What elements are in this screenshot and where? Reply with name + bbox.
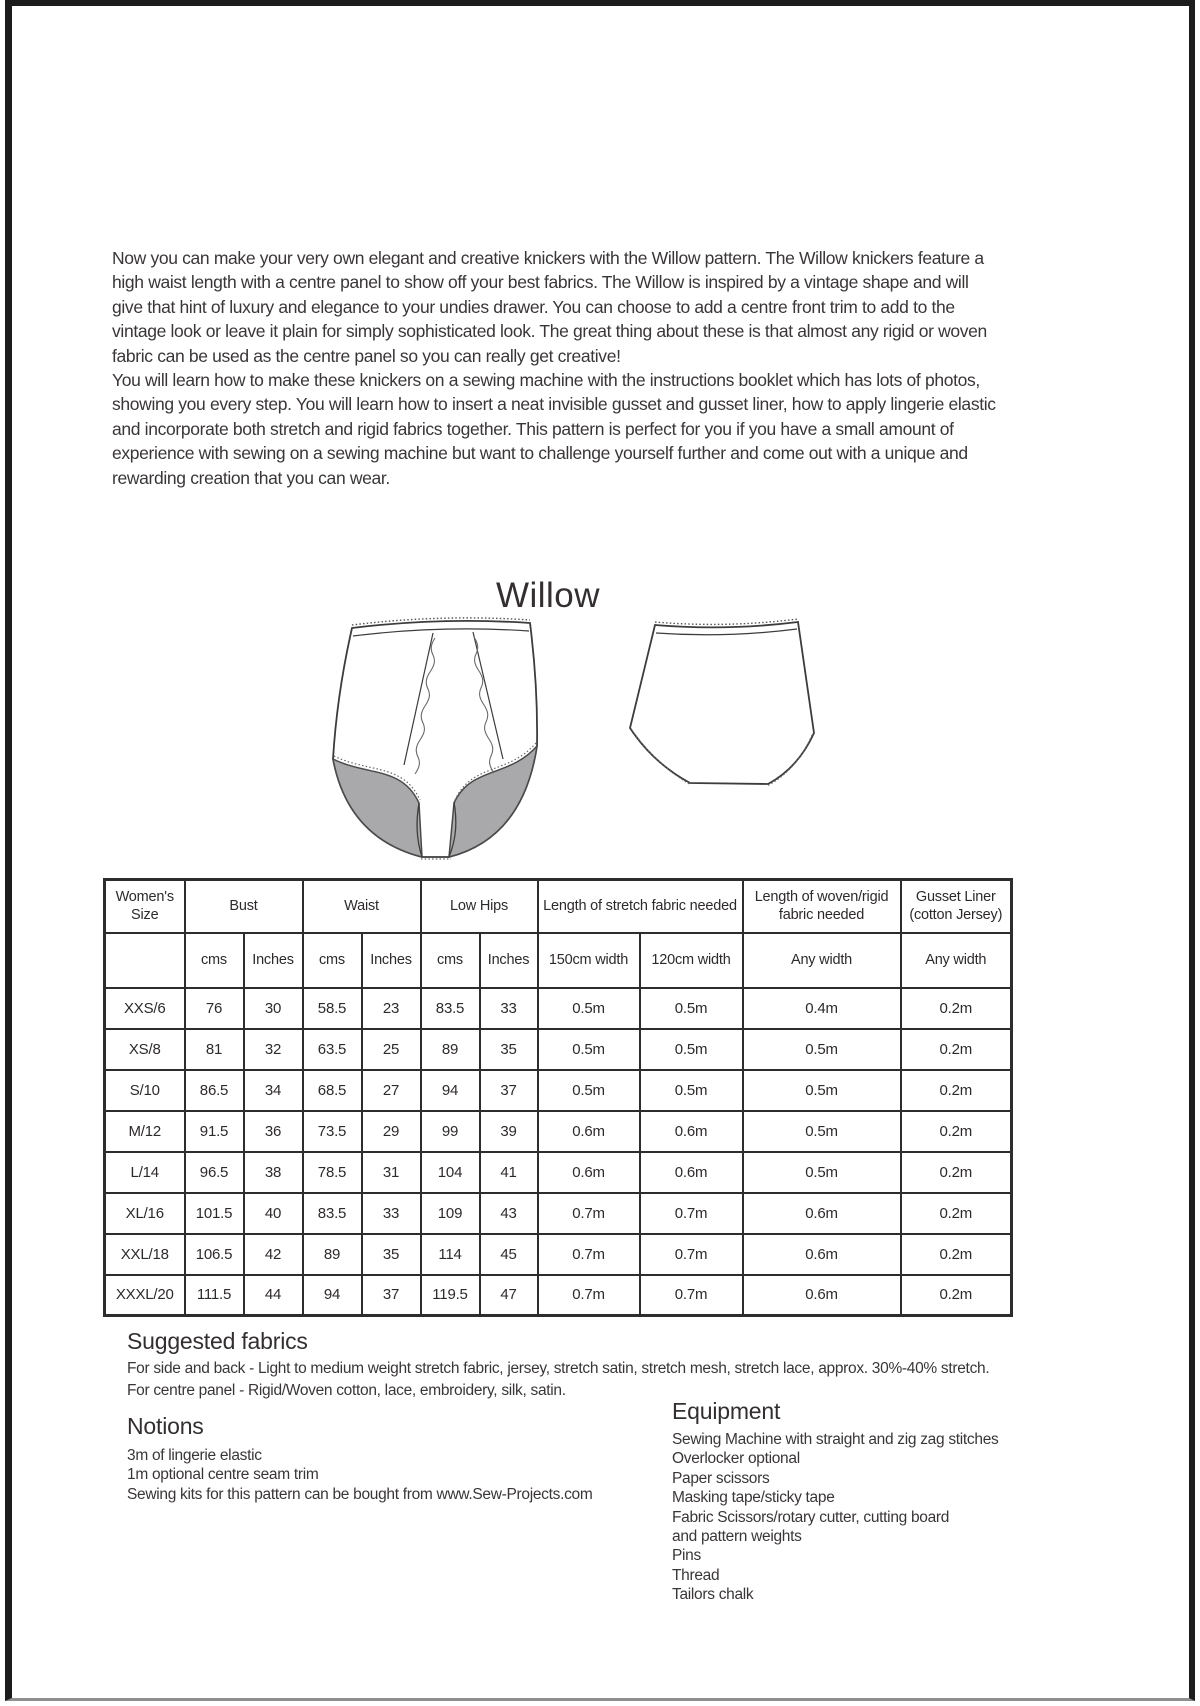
knickers-back-drawing-icon (618, 563, 818, 795)
back-outline (630, 622, 814, 784)
value-cell: 38 (244, 1152, 303, 1193)
notions-list (127, 1446, 647, 1504)
value-cell: 0.6m (538, 1152, 640, 1193)
equipment-heading: Equipment (672, 1398, 781, 1424)
value-cell: 99 (421, 1111, 480, 1152)
size-cell: S/10 (105, 1070, 185, 1111)
size-cell: M/12 (105, 1111, 185, 1152)
value-cell: 0.2m (901, 1234, 1012, 1275)
text-line: and pattern weights (672, 1528, 802, 1546)
text-line: For side and back - Light to medium weight stretch fabric, jersey, stretch satin, stretch mesh, stretch lace, approx. 30%-40% stretch. (127, 1360, 990, 1377)
value-cell: 96.5 (185, 1152, 244, 1193)
text-line: Tailors chalk (672, 1586, 754, 1604)
size-cell: XXXL/20 (105, 1275, 185, 1316)
value-cell: 89 (421, 1029, 480, 1070)
value-cell: 23 (362, 988, 421, 1029)
value-cell: 86.5 (185, 1070, 244, 1111)
text-line: 1m optional centre seam trim (127, 1466, 319, 1484)
value-cell: 31 (362, 1152, 421, 1193)
table-row (105, 1029, 1012, 1070)
size-table (103, 878, 1013, 1317)
value-cell: 0.6m (743, 1193, 901, 1234)
table-row (105, 1070, 1012, 1111)
value-cell: 83.5 (421, 988, 480, 1029)
subcol-waist-inches: Inches (362, 933, 421, 988)
value-cell: 42 (244, 1234, 303, 1275)
value-cell: 81 (185, 1029, 244, 1070)
value-cell: 0.5m (538, 1070, 640, 1111)
value-cell: 44 (244, 1275, 303, 1316)
text-line: Fabric Scissors/rotary cutter, cutting board (672, 1508, 950, 1526)
size-table-body (105, 988, 1012, 1316)
subcol-woven-any-width: Any width (743, 933, 901, 988)
value-cell: 109 (421, 1193, 480, 1234)
table-row (105, 1193, 1012, 1234)
value-cell: 58.5 (303, 988, 362, 1029)
text-line: Pins (672, 1547, 701, 1565)
value-cell: 45 (480, 1234, 538, 1275)
size-cell: L/14 (105, 1152, 185, 1193)
value-cell: 43 (480, 1193, 538, 1234)
value-cell: 0.5m (538, 1029, 640, 1070)
value-cell: 94 (303, 1275, 362, 1316)
equipment-list (672, 1430, 1092, 1605)
value-cell: 0.7m (640, 1275, 743, 1316)
table-row (105, 1275, 1012, 1316)
subcol-hips-cms: cms (421, 933, 480, 988)
value-cell: 78.5 (303, 1152, 362, 1193)
col-gusset-liner: Gusset Liner (cotton Jersey) (901, 880, 1012, 933)
table-row (105, 1234, 1012, 1275)
value-cell: 0.5m (743, 1152, 901, 1193)
value-cell: 0.2m (901, 1152, 1012, 1193)
subcol-150cm: 150cm width (538, 933, 640, 988)
value-cell: 0.7m (640, 1234, 743, 1275)
subcol-gusset-any-width: Any width (901, 933, 1012, 988)
value-cell: 101.5 (185, 1193, 244, 1234)
col-low-hips: Low Hips (421, 880, 538, 933)
value-cell: 68.5 (303, 1070, 362, 1111)
value-cell: 0.5m (640, 1070, 743, 1111)
value-cell: 119.5 (421, 1275, 480, 1316)
value-cell: 104 (421, 1152, 480, 1193)
suggested-fabrics-heading: Suggested fabrics (127, 1328, 308, 1354)
value-cell: 0.5m (640, 988, 743, 1029)
value-cell: 63.5 (303, 1029, 362, 1070)
col-bust: Bust (185, 880, 303, 933)
value-cell: 0.2m (901, 1029, 1012, 1070)
value-cell: 89 (303, 1234, 362, 1275)
value-cell: 83.5 (303, 1193, 362, 1234)
notions-heading: Notions (127, 1413, 204, 1439)
value-cell: 37 (362, 1275, 421, 1316)
table-row (105, 1152, 1012, 1193)
value-cell: 111.5 (185, 1275, 244, 1316)
value-cell: 0.5m (743, 1029, 901, 1070)
size-cell: XXL/18 (105, 1234, 185, 1275)
table-row (105, 1111, 1012, 1152)
value-cell: 94 (421, 1070, 480, 1111)
value-cell: 0.6m (640, 1111, 743, 1152)
value-cell: 0.6m (538, 1111, 640, 1152)
value-cell: 39 (480, 1111, 538, 1152)
value-cell: 76 (185, 988, 244, 1029)
col-stretch-fabric: Length of stretch fabric needed (538, 880, 743, 933)
value-cell: 47 (480, 1275, 538, 1316)
value-cell: 33 (362, 1193, 421, 1234)
value-cell: 0.5m (743, 1111, 901, 1152)
value-cell: 25 (362, 1029, 421, 1070)
text-line: Paper scissors (672, 1469, 770, 1487)
subcol-bust-inches: Inches (244, 933, 303, 988)
value-cell: 35 (480, 1029, 538, 1070)
size-cell: XS/8 (105, 1029, 185, 1070)
suggested-fabrics-list (127, 1358, 1027, 1401)
intro-text (112, 246, 1000, 490)
col-womens-size: Women's Size (105, 880, 185, 933)
value-cell: 0.6m (640, 1152, 743, 1193)
subcol-waist-cms: cms (303, 933, 362, 988)
text-line: Sewing kits for this pattern can be bought from www.Sew-Projects.com (127, 1485, 593, 1503)
table-header-row-1 (105, 880, 1012, 933)
value-cell: 0.7m (538, 1234, 640, 1275)
value-cell: 34 (244, 1070, 303, 1111)
value-cell: 0.7m (640, 1193, 743, 1234)
size-cell: XXS/6 (105, 988, 185, 1029)
knickers-front-drawing-icon (297, 566, 539, 866)
value-cell: 114 (421, 1234, 480, 1275)
value-cell: 0.7m (538, 1275, 640, 1316)
table-header-row-2 (105, 933, 1012, 988)
value-cell: 29 (362, 1111, 421, 1152)
value-cell: 0.5m (743, 1070, 901, 1111)
text-line: For centre panel - Rigid/Woven cotton, lace, embroidery, silk, satin. (127, 1381, 566, 1399)
value-cell: 0.2m (901, 988, 1012, 1029)
value-cell: 37 (480, 1070, 538, 1111)
value-cell: 35 (362, 1234, 421, 1275)
value-cell: 30 (244, 988, 303, 1029)
value-cell: 73.5 (303, 1111, 362, 1152)
subcol-hips-inches: Inches (480, 933, 538, 988)
value-cell: 0.2m (901, 1193, 1012, 1234)
text-line: Masking tape/sticky tape (672, 1489, 835, 1507)
text-line: 3m of lingerie elastic (127, 1447, 262, 1464)
col-waist: Waist (303, 880, 421, 933)
value-cell: 0.5m (640, 1029, 743, 1070)
value-cell: 0.5m (538, 988, 640, 1029)
value-cell: 0.4m (743, 988, 901, 1029)
intro-paragraph-2: You will learn how to make these knickers on a sewing machine with the instructions booklet which has lots of photos, showing you every step. You will learn how to insert a neat invisible gusset and gusset liner, how to apply lingerie elastic and incorporate both stretch and rigid fabrics together. This pattern is perfect for you if you have a small amount of experience with sewing on a sewing machine but want to challenge yourself further and come out with a unique and rewarding creation that you can wear. (112, 370, 996, 488)
value-cell: 40 (244, 1193, 303, 1234)
table-row (105, 988, 1012, 1029)
value-cell: 0.2m (901, 1070, 1012, 1111)
subcol-blank (105, 933, 185, 988)
value-cell: 0.2m (901, 1111, 1012, 1152)
value-cell: 0.6m (743, 1234, 901, 1275)
subcol-120cm: 120cm width (640, 933, 743, 988)
value-cell: 0.6m (743, 1275, 901, 1316)
subcol-bust-cms: cms (185, 933, 244, 988)
text-line: Thread (672, 1566, 720, 1584)
value-cell: 36 (244, 1111, 303, 1152)
value-cell: 0.2m (901, 1275, 1012, 1316)
value-cell: 33 (480, 988, 538, 1029)
value-cell: 41 (480, 1152, 538, 1193)
value-cell: 27 (362, 1070, 421, 1111)
text-line: Overlocker optional (672, 1450, 800, 1468)
value-cell: 91.5 (185, 1111, 244, 1152)
col-woven-fabric: Length of woven/rigid fabric needed (743, 880, 901, 933)
pattern-title: Willow (495, 576, 601, 615)
value-cell: 32 (244, 1029, 303, 1070)
intro-paragraph-1: Now you can make your very own elegant and creative knickers with the Willow pattern. The Willow knickers feature a high waist length with a centre panel to show off your best fabrics. The Willow is inspired by a vintage shape and will give that hint of luxury and elegance to your undies drawer. You can choose to add a centre front trim to add to the vintage look or leave it plain for simply sophisticated look. The great thing about these is that almost any rigid or woven fabric can be used as the centre panel so you can really get creative! (112, 248, 987, 366)
size-cell: XL/16 (105, 1193, 185, 1234)
text-line: Sewing Machine with straight and zig zag stitches (672, 1431, 999, 1448)
value-cell: 106.5 (185, 1234, 244, 1275)
value-cell: 0.7m (538, 1193, 640, 1234)
